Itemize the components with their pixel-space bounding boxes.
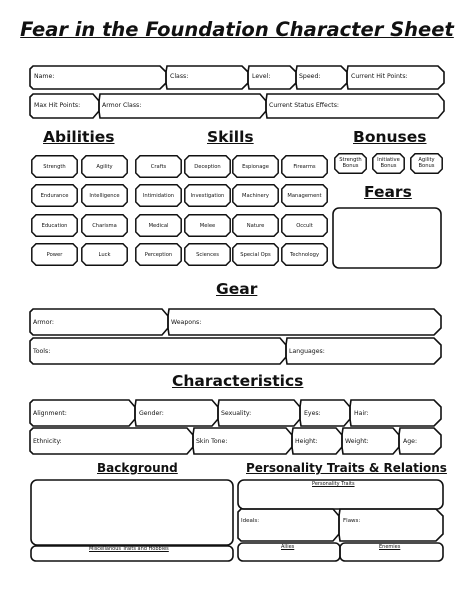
fears-box[interactable] (336, 211, 438, 265)
skill-perception[interactable] (135, 243, 182, 266)
skills-heading: Skills (207, 128, 254, 146)
status-field[interactable]: Current Status Effects: (269, 102, 340, 109)
skill-nature[interactable] (232, 214, 279, 237)
ability-education[interactable] (31, 214, 78, 237)
skill-sciences-label: Sciences (196, 251, 219, 258)
skill-espionage-label: Espionage (242, 163, 269, 170)
max-hp-field[interactable]: Max Hit Points: (34, 102, 81, 109)
ability-luck-label: Luck (98, 251, 111, 258)
flaws-box-frame (339, 509, 443, 541)
bonus-agility-label (410, 153, 443, 174)
bonus-agility-line: Bonus (418, 162, 435, 169)
skill-sciences[interactable] (184, 243, 231, 266)
sheet-title: Fear in the Foundation Character Sheet (20, 18, 454, 41)
sexuality-field[interactable]: Sexuality: (221, 410, 252, 417)
allies-label: Allies (281, 544, 295, 550)
skill-nature-label: Nature (246, 222, 265, 229)
armor-field[interactable]: Armor: (33, 319, 55, 326)
ability-intelligence[interactable] (81, 184, 128, 207)
ability-strength[interactable] (31, 155, 78, 178)
skill-deception[interactable] (184, 155, 231, 178)
skill-crafts-label: Crafts (150, 163, 167, 170)
hair-field[interactable]: Hair: (354, 410, 369, 417)
ability-intelligence-label: Intelligence (89, 192, 120, 199)
skill-medical[interactable] (135, 214, 182, 237)
skill-melee-label: Melee (199, 222, 216, 229)
skill-special-ops[interactable] (232, 243, 279, 266)
skill-medical-label: Medical (148, 222, 169, 229)
ethnicity-field[interactable]: Ethnicity: (33, 438, 62, 445)
skill-intimidation[interactable] (135, 184, 182, 207)
skill-perception-label: Perception (144, 251, 173, 258)
ability-endurance-label: Endurance (40, 192, 69, 199)
age-field[interactable]: Age: (403, 438, 418, 445)
skin-tone-field[interactable]: Skin Tone: (196, 438, 228, 445)
enemies-label: Enemies (379, 544, 401, 550)
ability-strength-label: Strength (43, 163, 66, 170)
skill-investigation[interactable] (184, 184, 231, 207)
ability-power-label: Power (46, 251, 63, 258)
bonuses-heading: Bonuses (353, 128, 427, 146)
languages-field[interactable]: Languages: (289, 348, 325, 355)
speed-field[interactable]: Speed: (299, 73, 321, 80)
characteristics-heading: Characteristics (172, 372, 304, 390)
bonus-agility[interactable] (410, 153, 443, 174)
skill-management-label: Management (287, 192, 322, 199)
personality-heading: Personality Traits & Relations (246, 461, 447, 475)
ability-agility[interactable] (81, 155, 128, 178)
ability-power[interactable] (31, 243, 78, 266)
height-field[interactable]: Height: (295, 438, 318, 445)
armor-class-field[interactable]: Armor Class: (102, 102, 142, 109)
alignment-field[interactable]: Alignment: (33, 410, 67, 417)
bonus-strength-line: Bonus (342, 162, 359, 169)
ability-charisma[interactable] (81, 214, 128, 237)
skill-occult-label: Occult (296, 222, 313, 229)
skill-machinery-label: Machinery (242, 192, 269, 199)
ability-luck[interactable] (81, 243, 128, 266)
skill-management[interactable] (281, 184, 328, 207)
flaws-field[interactable]: Flaws: (343, 518, 361, 524)
ability-agility-label: Agility (96, 163, 113, 170)
ability-charisma-label: Charisma (92, 222, 117, 229)
weapons-field[interactable]: Weapons: (171, 319, 202, 326)
skill-technology[interactable] (281, 243, 328, 266)
tools-field[interactable]: Tools: (33, 348, 51, 355)
bonus-strength-line: Strength (339, 156, 362, 163)
ability-education-label: Education (41, 222, 68, 229)
skill-intimidation-label: Intimidation (142, 192, 175, 199)
name-field[interactable]: Name: (34, 73, 55, 80)
tools-field-frame (30, 338, 286, 364)
skill-occult[interactable] (281, 214, 328, 237)
skill-espionage[interactable] (232, 155, 279, 178)
background-box[interactable] (34, 483, 230, 543)
background-heading: Background (97, 461, 178, 475)
gender-field[interactable]: Gender: (139, 410, 164, 417)
bonus-strength-label (334, 153, 367, 174)
skill-technology-label: Technology (289, 251, 320, 258)
current-hp-field[interactable]: Current Hit Points: (351, 73, 408, 80)
bonus-initiative[interactable] (372, 153, 405, 174)
skill-firearms[interactable] (281, 155, 328, 178)
weapons-field-frame (168, 309, 441, 335)
fears-heading: Fears (364, 183, 412, 201)
bonus-initiative-line: Bonus (380, 162, 397, 169)
skill-melee[interactable] (184, 214, 231, 237)
ideals-box-frame (238, 509, 339, 541)
skill-crafts[interactable] (135, 155, 182, 178)
skill-special-ops-label: Special Ops (240, 251, 271, 258)
traits-label: Personality Traits (312, 481, 355, 487)
skill-deception-label: Deception (194, 163, 221, 170)
ideals-field[interactable]: Ideals: (241, 518, 260, 524)
bonus-initiative-line: Initiative (377, 156, 400, 163)
class-field[interactable]: Class: (170, 73, 189, 80)
skill-investigation-label: Investigation (190, 192, 225, 199)
eyes-field[interactable]: Eyes: (304, 410, 321, 417)
skill-machinery[interactable] (232, 184, 279, 207)
level-field[interactable]: Level: (252, 73, 271, 80)
weight-field[interactable]: Weight: (345, 438, 369, 445)
bonus-strength[interactable] (334, 153, 367, 174)
ability-endurance[interactable] (31, 184, 78, 207)
abilities-heading: Abilities (43, 128, 115, 146)
gear-heading: Gear (216, 280, 258, 298)
skill-firearms-label: Firearms (293, 163, 316, 170)
bonus-initiative-label (372, 153, 405, 174)
misc-label: Miscellanous Traits and Hobbies (89, 546, 169, 552)
bonus-agility-line: Agility (418, 156, 435, 163)
